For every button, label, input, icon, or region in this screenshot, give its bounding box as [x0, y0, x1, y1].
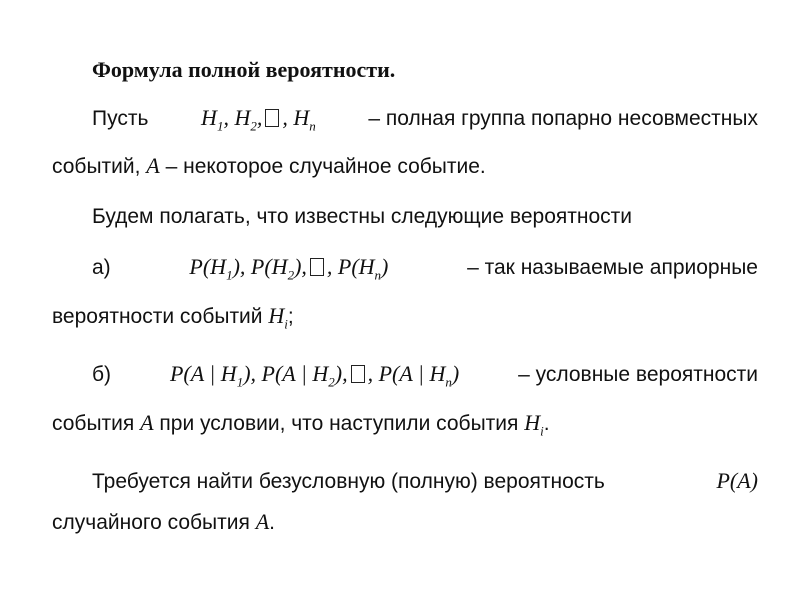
document-page	[52, 56, 758, 553]
paragraph-1-line-1	[52, 98, 758, 146]
item-b-marker: б)	[92, 363, 112, 387]
pa-formula: P(A)	[716, 467, 758, 493]
ellipsis-glyph-box	[310, 258, 324, 276]
paragraph-2: Будем полагать, что известны следующие вероятности	[92, 205, 633, 229]
paragraph-3-line-2: случайного события A.	[52, 508, 275, 534]
event-a-symbol: A	[146, 153, 160, 179]
item-b-line-2: события A при условии, что наступили события $H_i$.	[52, 409, 550, 438]
conditional-formula: P(A | $H_1$), P(A | $H_2$), , P(A | $H_n$)	[169, 361, 460, 390]
paragraph-3-line-1: Требуется найти безусловную (полную) вероятность P(A)	[52, 461, 758, 502]
ellipsis-glyph-box	[351, 365, 365, 383]
item-b-line-1: б) P(A | $H_1$), P(A | $H_2$), , P(A | $H_n$) – условные вероятности	[52, 354, 758, 402]
page-title: Формула полной вероятности.	[92, 57, 396, 82]
event-a-symbol: A	[140, 409, 154, 435]
hypotheses-formula: $H_1$, $H_2$, , $H_n$	[201, 105, 316, 134]
event-a-symbol: A	[255, 508, 270, 534]
item-a-marker: а)	[92, 256, 111, 280]
p1-rest: – полная группа попарно несовместных	[368, 107, 758, 130]
item-a-line-1: а) $P(H_1)$, $P(H_2)$, , $P(H_n)$ – так называемые априорные	[52, 247, 758, 295]
paragraph-1-line-2: событий, A – некоторое случайное событие.	[52, 153, 486, 179]
apriori-formula: $P(H_1)$, $P(H_2)$, , $P(H_n)$	[189, 254, 389, 283]
hi-symbol: $H_i$	[268, 302, 288, 332]
p1-lead: Пусть	[92, 107, 149, 130]
item-a-line-2: вероятности событий $H_i$;	[52, 302, 294, 332]
ellipsis-glyph-box	[265, 109, 279, 127]
hi-symbol: $H_i$	[524, 409, 544, 438]
